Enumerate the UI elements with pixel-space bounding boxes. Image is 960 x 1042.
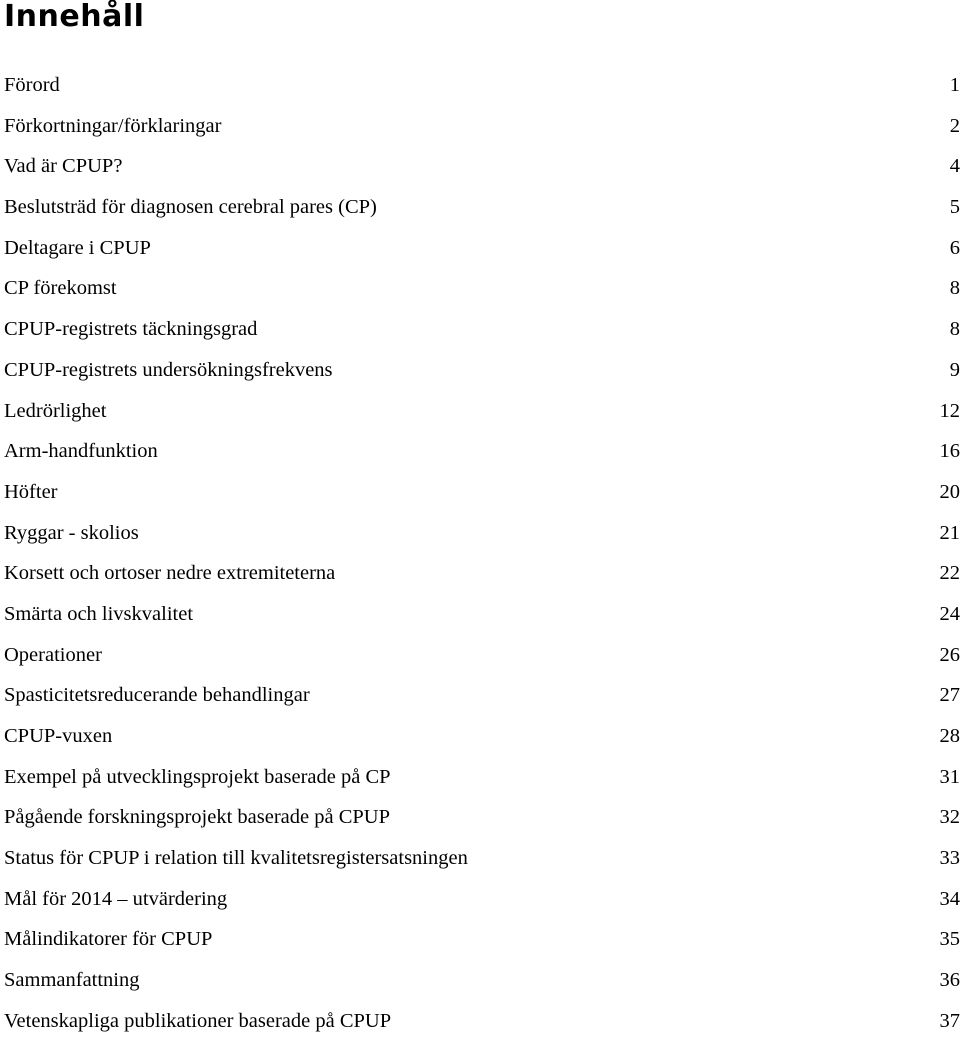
toc-entry-title: Vetenskapliga publikationer baserade på CPUP bbox=[4, 1001, 391, 1041]
toc-entry-smarta-livskvalitet[interactable] bbox=[4, 594, 960, 635]
toc-entry-title: CPUP-registrets undersökningsfrekvens bbox=[4, 350, 333, 390]
toc-entry-hofter[interactable] bbox=[4, 472, 960, 513]
toc-entry-page: 22 bbox=[940, 553, 960, 593]
toc-entry-page: 26 bbox=[940, 635, 960, 675]
toc-entry-title: Målindikatorer för CPUP bbox=[4, 919, 212, 959]
toc-entry-page: 5 bbox=[950, 187, 960, 227]
toc-entry-page: 16 bbox=[940, 431, 960, 471]
toc-entry-operationer[interactable] bbox=[4, 635, 960, 676]
toc-entry-mal-2014[interactable] bbox=[4, 879, 960, 920]
toc-entry-page: 35 bbox=[940, 919, 960, 959]
toc-entry-page: 1 bbox=[950, 65, 960, 105]
toc-entry-vad-ar-cpup[interactable] bbox=[4, 146, 960, 187]
toc-entry-title: Arm-handfunktion bbox=[4, 431, 158, 471]
toc-entry-title: Mål för 2014 – utvärdering bbox=[4, 879, 227, 919]
toc-entry-forskningsprojekt[interactable] bbox=[4, 797, 960, 838]
toc-entry-title: Förkortningar/förklaringar bbox=[4, 106, 221, 146]
toc-entry-title: Smärta och livskvalitet bbox=[4, 594, 193, 634]
toc-entry-page: 4 bbox=[950, 146, 960, 186]
toc-entry-title: Ryggar - skolios bbox=[4, 513, 139, 553]
toc-entry-title: Förord bbox=[4, 65, 60, 105]
toc-entry-title: Status för CPUP i relation till kvalitetsregistersatsningen bbox=[4, 838, 468, 878]
toc-entry-title: Spasticitetsreducerande behandlingar bbox=[4, 675, 310, 715]
toc-entry-title: Korsett och ortoser nedre extremiteterna bbox=[4, 553, 335, 593]
toc-entry-title: CPUP-registrets täckningsgrad bbox=[4, 309, 257, 349]
toc-entry-page: 24 bbox=[940, 594, 960, 634]
toc-entry-cp-forekomst[interactable] bbox=[4, 268, 960, 309]
toc-entry-title: CP förekomst bbox=[4, 268, 117, 308]
toc-entry-page: 8 bbox=[950, 309, 960, 349]
toc-entry-page: 31 bbox=[940, 757, 960, 797]
toc-entry-page: 20 bbox=[940, 472, 960, 512]
toc-entry-page: 12 bbox=[940, 391, 960, 431]
toc-entry-title: Vad är CPUP? bbox=[4, 146, 122, 186]
toc-entry-korsett-ortoser[interactable] bbox=[4, 553, 960, 594]
toc-entry-title: Deltagare i CPUP bbox=[4, 228, 151, 268]
toc-entry-page: 2 bbox=[950, 106, 960, 146]
toc-entry-arm-handfunktion[interactable] bbox=[4, 431, 960, 472]
toc-entry-page: 8 bbox=[950, 268, 960, 308]
toc-entry-deltagare[interactable] bbox=[4, 228, 960, 269]
toc-entry-publikationer[interactable] bbox=[4, 1001, 960, 1042]
toc-entry-undersokningsfrekvens[interactable] bbox=[4, 350, 960, 391]
toc-entry-beslutstrad[interactable] bbox=[4, 187, 960, 228]
toc-entry-malindikatorer[interactable] bbox=[4, 919, 960, 960]
toc-entry-title: Sammanfattning bbox=[4, 960, 140, 1000]
toc-entry-forord[interactable] bbox=[4, 65, 960, 106]
toc-entry-page: 28 bbox=[940, 716, 960, 756]
toc-entry-title: Pågående forskningsprojekt baserade på CPUP bbox=[4, 797, 390, 837]
page-title: Innehåll bbox=[4, 0, 144, 34]
toc-entry-page: 9 bbox=[950, 350, 960, 390]
toc-entry-sammanfattning[interactable] bbox=[4, 960, 960, 1001]
toc-entry-title: Höfter bbox=[4, 472, 58, 512]
toc-entry-spasticitet[interactable] bbox=[4, 675, 960, 716]
toc-entry-utvecklingsprojekt[interactable] bbox=[4, 757, 960, 798]
toc-entry-cpup-vuxen[interactable] bbox=[4, 716, 960, 757]
toc-entry-page: 21 bbox=[940, 513, 960, 553]
toc-entry-page: 37 bbox=[940, 1001, 960, 1041]
toc-entry-ledrorlighet[interactable] bbox=[4, 391, 960, 432]
toc-entry-kvalitetsregister[interactable] bbox=[4, 838, 960, 879]
toc-entry-page: 34 bbox=[940, 879, 960, 919]
toc-entry-title: CPUP-vuxen bbox=[4, 716, 112, 756]
toc-entry-page: 32 bbox=[940, 797, 960, 837]
toc-entry-tackningsgrad[interactable] bbox=[4, 309, 960, 350]
toc-entry-page: 6 bbox=[950, 228, 960, 268]
toc-entry-page: 33 bbox=[940, 838, 960, 878]
table-of-contents bbox=[4, 65, 960, 1042]
toc-entry-forkortningar[interactable] bbox=[4, 106, 960, 147]
toc-entry-title: Beslutsträd för diagnosen cerebral pares (CP) bbox=[4, 187, 377, 227]
toc-entry-title: Exempel på utvecklingsprojekt baserade på CP bbox=[4, 757, 391, 797]
toc-entry-page: 36 bbox=[940, 960, 960, 1000]
toc-entry-title: Ledrörlighet bbox=[4, 391, 106, 431]
toc-entry-page: 27 bbox=[940, 675, 960, 715]
toc-entry-title: Operationer bbox=[4, 635, 102, 675]
toc-entry-ryggar-skolios[interactable] bbox=[4, 513, 960, 554]
